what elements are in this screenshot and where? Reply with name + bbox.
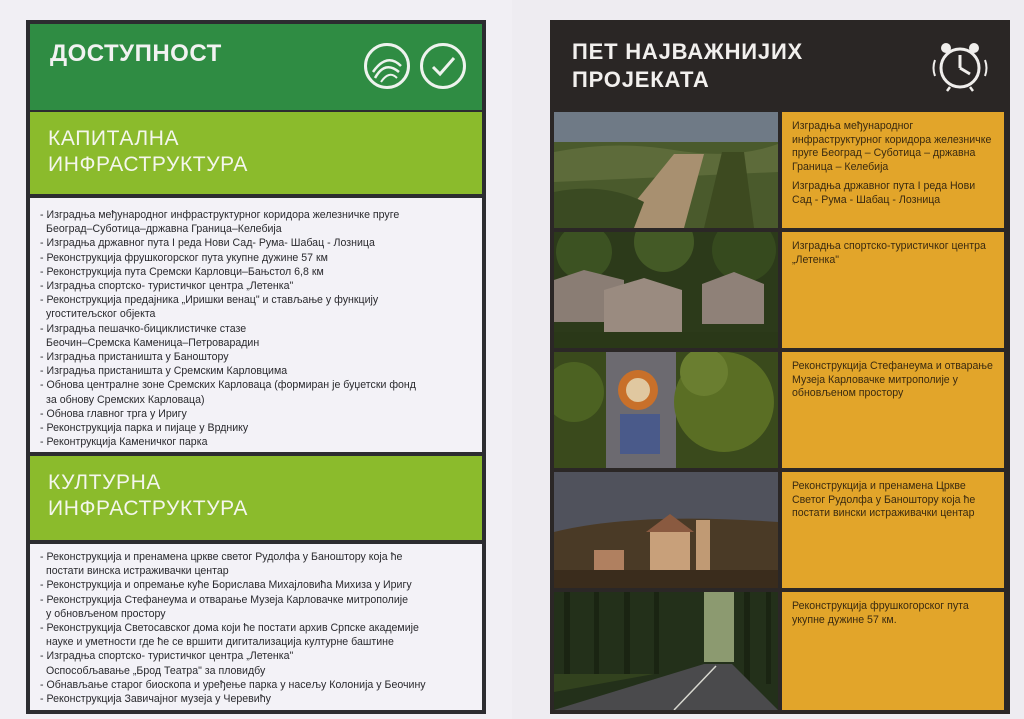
project-row-4 bbox=[554, 472, 1006, 588]
accessibility-panel bbox=[26, 20, 486, 714]
project-text: Реконструкција фрушкогорског пута укупне дужине 57 км. bbox=[792, 600, 969, 626]
project-description-1 bbox=[782, 112, 1004, 228]
list-item: - Изградња спортско- туристичког центра „Летенка" Оспособљавање „Брод Театра" за пловидбу bbox=[30, 649, 482, 677]
capital-infrastructure-list bbox=[30, 198, 482, 452]
project-text: Изградња међународног инфраструктурног коридора железничке пруге Београд – Суботица – државна Граница – Келебија bbox=[792, 120, 992, 173]
project-row-2 bbox=[554, 232, 1006, 348]
railway-construction-photo bbox=[554, 112, 778, 228]
list-item: - Реконструкција и пренамена цркве светог Рудолфа у Баноштору која ће постати винска истраживачки центар bbox=[30, 550, 482, 578]
page-title-top-projects bbox=[572, 38, 803, 94]
project-row-5 bbox=[554, 592, 1006, 710]
list-item: - Обнова главног трга у Иригу bbox=[30, 407, 482, 421]
cultural-heading-line1: КУЛТУРНА bbox=[48, 471, 162, 494]
list-item: - Реконструкција Завичајног музеја у Черевићу bbox=[30, 692, 482, 706]
capital-heading-line2: ИНФРАСТРУКТУРА bbox=[48, 153, 248, 176]
road-circle-icon bbox=[364, 43, 410, 89]
stefaneum-photo bbox=[554, 352, 778, 468]
list-item: - Реконструкција фрушкогорског пута укупне дужине 57 км bbox=[30, 251, 482, 265]
list-item: - Изградња пристаништа у Сремским Карловцима bbox=[30, 364, 482, 378]
project-row-3 bbox=[554, 352, 1006, 468]
list-item: - Изградња спортско- туристичког центра „Летенка" bbox=[30, 279, 482, 293]
project-description-4 bbox=[782, 472, 1004, 588]
cultural-heading-line2: ИНФРАСТРУКТУРА bbox=[48, 497, 248, 520]
list-item: - Изградња пешачко-бициклистичке стазе Беочин–Сремска Каменица–Петроварадин bbox=[30, 322, 482, 350]
page-title-accessibility: ДОСТУПНОСТ bbox=[50, 40, 222, 67]
title-line1: ПЕТ НАЈВАЖНИЈИХ bbox=[572, 39, 804, 64]
capital-infrastructure-header bbox=[30, 112, 482, 194]
cultural-infrastructure-header bbox=[30, 456, 482, 540]
list-item: - Реконструкција Стефанеума и отварање Музеја Карловачке митрополије у обновљеном простору bbox=[30, 593, 482, 621]
list-item: - Реконструкција и опремање куће Борислава Михајловића Михиза у Иригу bbox=[30, 578, 482, 592]
accessibility-banner bbox=[30, 24, 482, 110]
cultural-infrastructure-list bbox=[30, 544, 482, 710]
list-item: - Реконтрукција Каменичког парка bbox=[30, 435, 482, 449]
project-text: Изградња спортско-туристичког центра „Летенка" bbox=[792, 240, 986, 266]
church-banostor-photo bbox=[554, 472, 778, 588]
list-item: - Реконструкција парка и пијаце у Врднику bbox=[30, 421, 482, 435]
list-item: - Изградња међународног инфраструктурног коридора железничке пруге Београд–Суботица–државна Граница–Келебија bbox=[30, 208, 482, 236]
list-item: - Реконструкција пута Сремски Карловци–Бањстол 6,8 км bbox=[30, 265, 482, 279]
forest-road-photo bbox=[554, 592, 778, 710]
capital-heading-line1: КАПИТАЛНА bbox=[48, 127, 180, 150]
alarm-clock-icon bbox=[930, 38, 990, 97]
letenka-center-photo bbox=[554, 232, 778, 348]
right-page bbox=[512, 0, 1024, 719]
top-projects-header bbox=[550, 20, 1010, 110]
list-item: - Обнављање старог биоскопа и уређење парка у насељу Колонија у Беочину bbox=[30, 678, 482, 692]
project-text: Изградња државног пута I реда Нови Сад - Рума - Шабац - Лозница bbox=[792, 180, 976, 206]
project-description-3 bbox=[782, 352, 1004, 468]
list-item: - Обнова централне зоне Сремских Карловаца (формиран је буџетски фонд за обнову Сремских Карловаца) bbox=[30, 378, 482, 406]
list-item: - Изградња пристаништа у Баноштору bbox=[30, 350, 482, 364]
title-line2: ПРОЈЕКАТА bbox=[572, 67, 710, 92]
project-description-2 bbox=[782, 232, 1004, 348]
list-item: - Изградња државног пута I реда Нови Сад- Рума- Шабац - Лозница bbox=[30, 236, 482, 250]
top-projects-panel bbox=[550, 20, 1010, 714]
list-item: - Реконструкција Светосавског дома који ће постати архив Српске академије науке и уметности где ће се вршити дигитализација културне баштине bbox=[30, 621, 482, 649]
project-text: Реконструкција Стефанеума и отварање Музеја Карловачке митрополије у обновљеном простору bbox=[792, 360, 993, 400]
check-circle-icon bbox=[420, 43, 466, 89]
list-item: - Реконструкција предајника „Иришки венац" и стављање у функцију угоститељског објекта bbox=[30, 293, 482, 321]
project-text: Реконструкција и пренамена Цркве Светог Рудолфа у Баноштору која ће постати вински истраживачки центар bbox=[792, 480, 976, 520]
project-row-1 bbox=[554, 112, 1006, 228]
project-description-5 bbox=[782, 592, 1004, 710]
